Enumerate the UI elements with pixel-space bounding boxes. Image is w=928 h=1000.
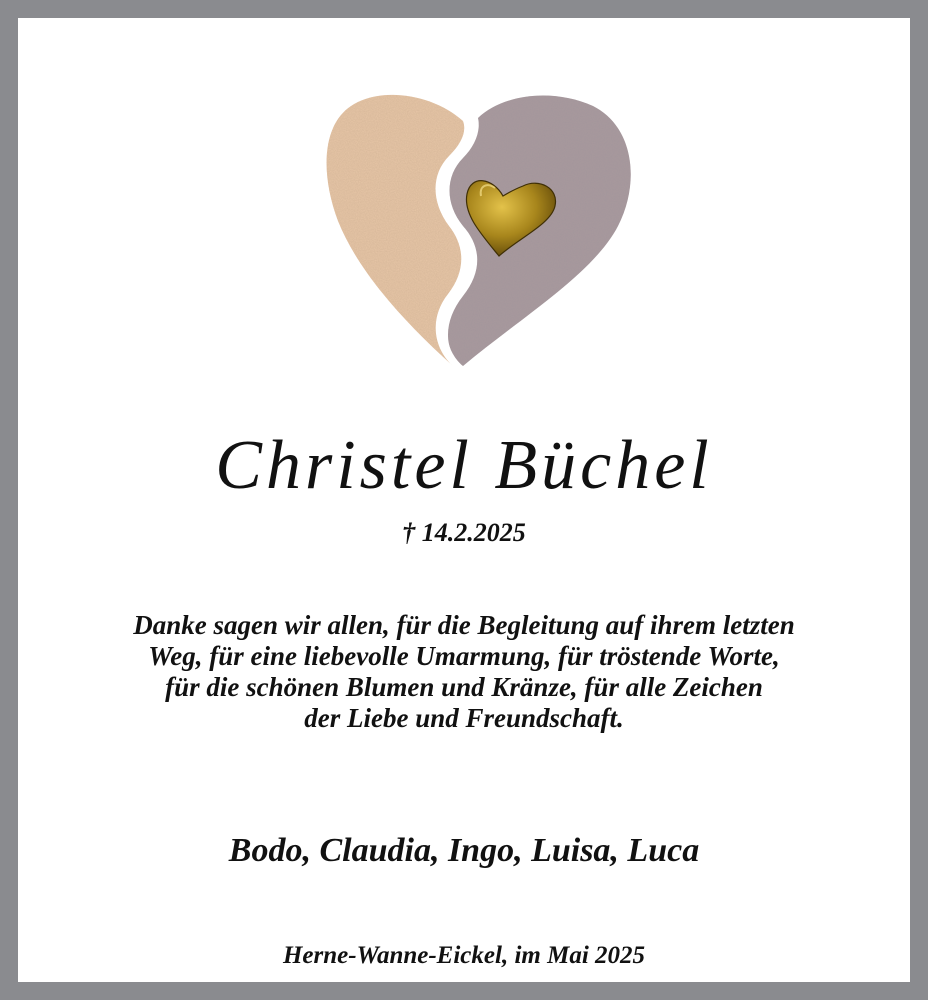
death-date: † 14.2.2025: [402, 518, 526, 547]
thank-you-line: Danke sagen wir allen, für die Begleitung auf ihrem letzten: [133, 610, 795, 640]
notice-card: [18, 18, 910, 982]
signatories: Bodo, Claudia, Ingo, Luisa, Luca: [228, 832, 700, 869]
heart-right-half: [448, 96, 631, 366]
thank-you-text: [18, 610, 910, 734]
place-and-date: Herne-Wanne-Eickel, im Mai 2025: [282, 942, 646, 969]
thank-you-line: der Liebe und Freundschaft.: [304, 703, 624, 733]
thank-you-line: Weg, für eine liebevolle Umarmung, für tröstende Worte,: [148, 641, 780, 671]
stone-heart-icon: [303, 66, 663, 376]
deceased-name: Christel Büchel: [215, 427, 713, 504]
thank-you-line: für die schönen Blumen und Kränze, für alle Zeichen: [165, 672, 763, 702]
